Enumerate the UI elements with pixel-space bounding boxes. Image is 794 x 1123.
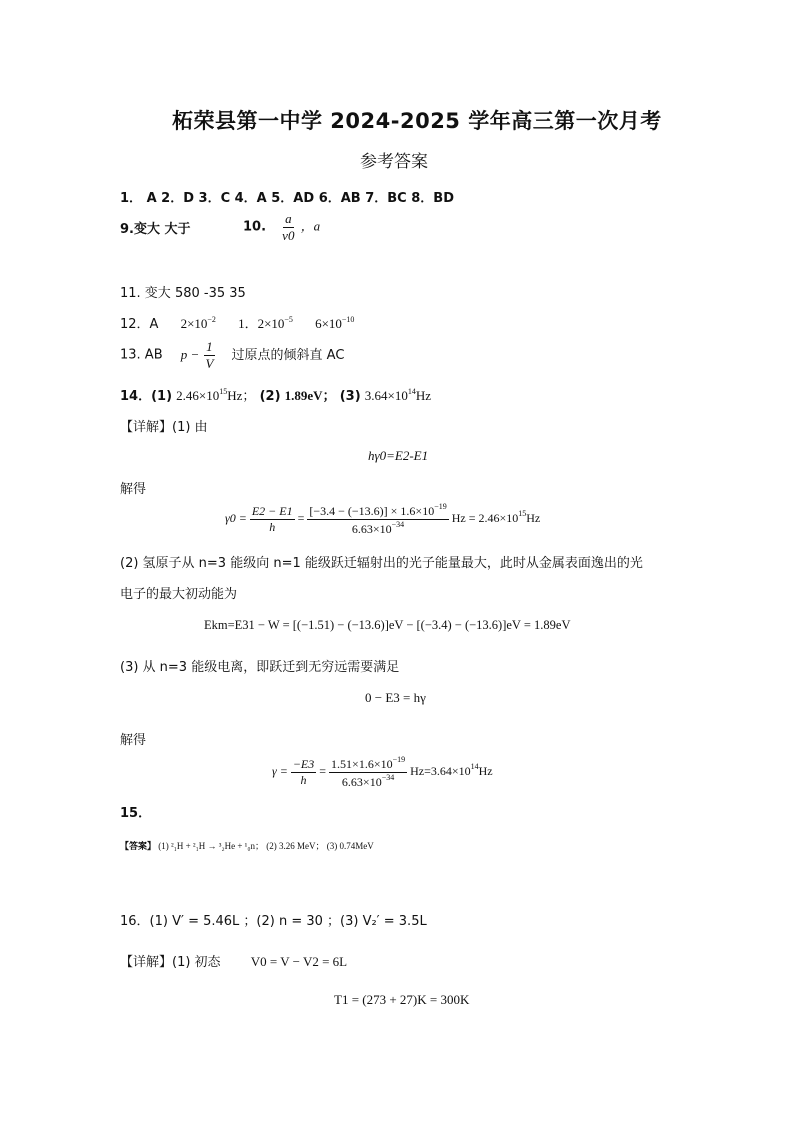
eq2-frac2 [307, 503, 448, 535]
answer-10-num: a [285, 211, 292, 226]
eq2-frac2-den-base: 6.63×10 [351, 521, 392, 536]
eq2-frac2-num [307, 503, 448, 520]
eq5-rhs-unit: Hz [478, 763, 493, 778]
answer-12-a: 12．A [120, 317, 159, 332]
eq5-lhs: γ = [272, 763, 288, 778]
eq5-frac2-num-base: 1.51×1.6×10 [331, 757, 393, 771]
answer-12-d-base: 6×10 [315, 316, 342, 331]
answer-14-v1-exp: 15 [219, 387, 228, 396]
part-3-line: (3) 从 n=3 能级电离，即跃迁到无穷远需要满足 [120, 660, 400, 675]
eq2-frac1-num: E2 − E1 [251, 504, 293, 518]
answer-13-b: 过原点的倾斜直 AC [231, 347, 345, 363]
answer-11: 11. 变大 580 -35 35 [120, 286, 246, 301]
eq5-rhs [410, 761, 493, 778]
part-2-line-2: 电子的最大初动能为 [120, 587, 238, 602]
answer-14-v3-base: 3.64×10 [364, 388, 408, 403]
eq2-frac2-den [350, 520, 406, 536]
equation-4: 0 − E3 = hγ [365, 690, 426, 705]
eq2-equals: = [297, 510, 305, 525]
answer-16: 16．(1) V′ = 5.46L ；(2) n = 30 ；(3) V₂′ = 3.5L [120, 914, 427, 929]
answer-14-v1-unit: Hz； [227, 388, 256, 403]
answer-14-l2: (2) [259, 389, 281, 404]
answer-14-v1 [176, 388, 255, 403]
equation-3: Ekm=E31 − W = [(−1.51) − (−13.6)]eV − [(−3.4) − (−13.6)]eV = 1.89eV [204, 618, 571, 632]
eq5-frac1-den: h [300, 772, 307, 787]
equation-5 [272, 756, 493, 788]
answer-13-fraction [203, 340, 215, 370]
answer-14-v3-unit: Hz [415, 388, 432, 403]
eq2-frac1-den: h [269, 519, 276, 534]
eq5-frac1 [291, 758, 316, 786]
detail-16-intro [120, 951, 347, 970]
eq5-frac2-den-base: 6.63×10 [341, 774, 382, 789]
answer-14-v3 [365, 388, 431, 403]
answer-9 [120, 218, 191, 237]
detail-16-label: 【详解】(1) 初态 [120, 955, 221, 970]
answer-12-c-exp: −5 [284, 315, 293, 324]
eq2-frac2-num-base: [−3.4 − (−13.6)] × 1.6×10 [309, 504, 435, 518]
answer-15-text: (1) ²₁H + ²₁H → ³₂He + ¹₀n； (2) 3.26 MeV； (3) 0.74MeV [158, 841, 374, 851]
answer-13 [120, 340, 344, 370]
eq2-rhs-unit: Hz [526, 510, 541, 525]
eq2-lhs: γ0 = [225, 510, 247, 525]
answer-10-den: v0 [282, 227, 295, 243]
eq5-frac2-num-exp: −19 [392, 755, 406, 764]
answer-12-d-exp: −10 [341, 315, 355, 324]
answer-10 [243, 212, 320, 242]
answer-12-b [181, 316, 216, 331]
answer-10-tail: ，a [300, 218, 321, 234]
answer-14-l3: (3) [339, 389, 361, 404]
equation-2 [225, 503, 540, 535]
answer-12 [120, 313, 354, 332]
equation-16b: T1 = (273 + 27)K = 300K [334, 992, 470, 1007]
answer-14-v2: 1.89eV； [284, 388, 336, 403]
eq2-frac2-num-exp: −19 [434, 502, 447, 511]
eq2-rhs-exp: 15 [518, 508, 527, 518]
part-2-line-1: (2) 氢原子从 n=3 能级向 n=1 能级跃迁辐射出的光子能量最大，此时从金属表面逸出的光 [120, 556, 643, 571]
eq5-frac2-den [340, 773, 396, 789]
answer-13-num: 1 [206, 339, 213, 354]
answer-12-c-base: 1．2×10 [238, 316, 285, 331]
eq5-equals: = [319, 763, 327, 778]
eq2-rhs-base: Hz = 2.46×10 [451, 510, 519, 525]
answer-12-b-base: 2×10 [180, 316, 208, 331]
page-subtitle: 参考答案 [360, 152, 428, 172]
answer-15 [120, 839, 374, 852]
equation-1: hγ0=E2-E1 [368, 448, 429, 463]
eq5-frac2-den-exp: −34 [381, 772, 395, 782]
answer-14-v1-base: 2.46×10 [176, 388, 220, 403]
eq5-rhs-base: Hz=3.64×10 [410, 763, 471, 778]
eq5-rhs-exp: 14 [470, 761, 479, 771]
answer-10-label: 10. [243, 219, 267, 235]
answer-12-c [238, 316, 293, 331]
eq2-frac2-den-exp: −34 [391, 519, 405, 529]
answer-12-d [315, 316, 354, 331]
label-jiede-1: 解得 [120, 482, 147, 497]
label-jiede-2: 解得 [120, 733, 147, 748]
detail-14-intro: 【详解】(1) 由 [120, 420, 208, 435]
answer-13-p: p − [180, 346, 200, 362]
answer-14-v3-exp: 14 [407, 387, 416, 396]
equation-16a: V0 = V − V2 = 6L [250, 954, 348, 969]
eq5-frac2-num [329, 756, 407, 773]
answer-12-b-exp: −2 [207, 315, 216, 324]
eq5-frac1-num: −E3 [292, 757, 315, 771]
answer-14 [120, 385, 431, 404]
eq5-frac2 [329, 756, 407, 788]
eq2-rhs [451, 508, 541, 525]
page-title: 柘荣县第一中学 2024-2025 学年高三第一次月考 [172, 109, 662, 133]
answer-14-label: 14．(1) [120, 389, 173, 404]
answer-13-a: 13. AB [120, 347, 163, 363]
answer-9-text: 9.变大 大于 [120, 222, 191, 237]
answer-15-tag: 【答案】 [120, 842, 157, 852]
eq2-frac1 [250, 505, 295, 533]
answer-13-den: V [205, 355, 214, 371]
answer-10-fraction [280, 212, 296, 242]
answers-1-8: 1． A 2．D 3．C 4．A 5．AD 6．AB 7．BC 8．BD [120, 191, 454, 206]
answer-15-label: 15． [120, 806, 152, 821]
